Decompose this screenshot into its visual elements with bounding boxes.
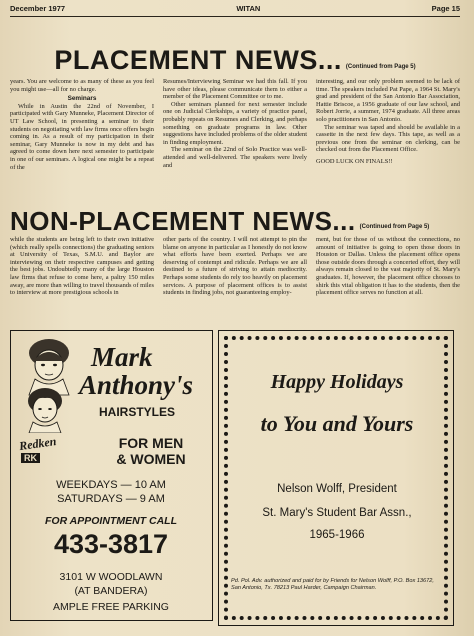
sender-association: St. Mary's Student Bar Assn., [262, 507, 412, 519]
placement-col2-para1: Resumes/Interviewing Seminar we had this fall. If you have other ideas, please communicate them to either a member of the Placement Committee or to me. [163, 78, 307, 101]
placement-col2-para2: Other seminars planned for next semester include one on Judicial Clerkships, a variety of practice panel, probably repeats on Resumes and Clerking, and perhaps something on graduate programs in law. Other suggestions have included problems of the older student in finding employment. [163, 100, 307, 146]
placement-col2-para3: The seminar on the 22nd of Solo Practice was well-attended and well-delivered. The speakers were lively and [163, 146, 307, 169]
placement-title: PLACEMENT NEWS... [54, 45, 342, 75]
seminars-subhead: Seminars [67, 95, 97, 103]
nonplacement-continued: (Continued from Page 5) [359, 224, 430, 230]
logo-signature: Redken [18, 434, 58, 454]
salon-advertisement [10, 330, 213, 621]
header-date: December 1977 [10, 4, 66, 13]
nonplacement-title: NON-PLACEMENT NEWS... [10, 206, 356, 236]
appointment-label: FOR APPOINTMENT CALL [44, 515, 178, 527]
hours-weekdays: WEEKDAYS — 10 AM [56, 479, 166, 491]
hours-saturdays: SATURDAYS — 9 AM [57, 493, 165, 505]
placement-col3-para1: interesting, and our only problem seemed to be lack of time. The speakers included Pat Pape, a 1964 St. Mary's grad and president of the San Antonio Bar Association, Hattie Briscoe, a 1956 graduate of our law school, and Robert Jorrie, a summer, 1974 graduate. All three areas solo practitioners in San Antonio. [316, 78, 460, 123]
faces-illustration [15, 335, 87, 433]
holiday-greeting-line1: Happy Holidays [270, 371, 404, 393]
for-women: & WOMEN [116, 451, 186, 467]
sender-years: 1965-1966 [309, 529, 365, 541]
political-disclaimer: Pd. Pol. Adv. authorized and paid for by Friends for Nelson Wolff, P.O. Box 13672, San Antonio, Tx. 78213 Paul Harder, Campaign Chairman. [231, 578, 434, 591]
sender-name: Nelson Wolff, President [277, 483, 397, 495]
placement-col-3 [316, 78, 460, 204]
address-line2: (AT BANDERA) [74, 585, 148, 597]
nonplacement-col-3 [316, 236, 460, 325]
placement-col1-para1: years. You are welcome to as many of these as you feel you might use—all for no charge. [10, 78, 154, 93]
nonplacement-col3-text: ment, but for those of us without the connections, no amount of initiative is going to open those doors in Houston or Dallas. Unless the placement office opens those outside doors through a concerted effort, they will always remain closed to the vast majority of St. Mary's graduates. If, however, the placement office chooses to shirk this vital obligation it has to the students, then the placement office serves no function at all. [316, 236, 460, 297]
header-page-number: Page 15 [431, 4, 460, 13]
nonplacement-col-2 [163, 236, 307, 325]
address-line1: 3101 W WOODLAWN [59, 571, 163, 583]
nonplacement-col1-text: while the students are being left to their own initiative (which really spells connections) the graduating seniors at University of Texas, S.M.U. and Baylor are interviewing on their respective campuses and getting the best jobs. Undoubtedly many of the large Houston law firms that refuse to come here, a paltry 150 miles away, are more than willing to travel thousands of miles to interview at more prestigious schools in [10, 236, 154, 297]
placement-headline [10, 44, 460, 74]
salon-name-line2: Anthony's [79, 370, 194, 400]
for-men: FOR MEN [118, 435, 184, 451]
salon-subtitle: HAIRSTYLES [99, 405, 176, 419]
placement-continued: (Continued from Page 5) [345, 64, 416, 70]
placement-col-2 [163, 78, 307, 204]
page-header [10, 3, 460, 17]
nonplacement-columns [10, 236, 460, 325]
parking-note: AMPLE FREE PARKING [53, 601, 169, 613]
placement-col-1 [10, 78, 154, 204]
placement-col3-para3: GOOD LUCK ON FINALS!! [316, 157, 393, 165]
placement-col3-para2: The seminar was taped and should be available in a cassette in the next few days. This tape, as well as a previous one from the seminar on clerking, can be checked out from the Placement Office. [316, 123, 460, 154]
logo-badge: RK [21, 453, 40, 463]
header-publication: WITAN [236, 4, 261, 13]
holiday-greeting-line2: to You and Yours [260, 411, 414, 436]
salon-name-line1: Mark [91, 342, 153, 372]
phone-number: 433-3817 [53, 529, 169, 559]
holiday-advertisement [218, 330, 454, 626]
redken-logo [19, 435, 79, 469]
nonplacement-col2-text: other parts of the country. I will not attempt to pin the blame on anyone in particular as I honestly do not know what efforts have been exerted. Perhaps we are deserving of contempt and ridicule. Perhaps we are all destined to a future of striving to attain mediocrity. Perhaps some students do rely too heavily on placement services. A purpose of placement offices is to assist students in finding jobs, not guaranteeing employ- [163, 236, 307, 297]
nonplacement-headline [10, 204, 460, 234]
nonplacement-col-1 [10, 236, 154, 325]
placement-col1-para2: While in Austin the 22nd of November, I participated with Gary Munneke, Placement Director of UT Law School, in presenting a seminar to their students on negotiating with law firms once offers begin coming in. As a result of my participation in their seminar, Gary Munneke is now in my debt and has agreed to come down here next semester to participate in one of our seminars. A logical one might be a repeat of the [10, 102, 154, 171]
placement-columns [10, 78, 460, 204]
